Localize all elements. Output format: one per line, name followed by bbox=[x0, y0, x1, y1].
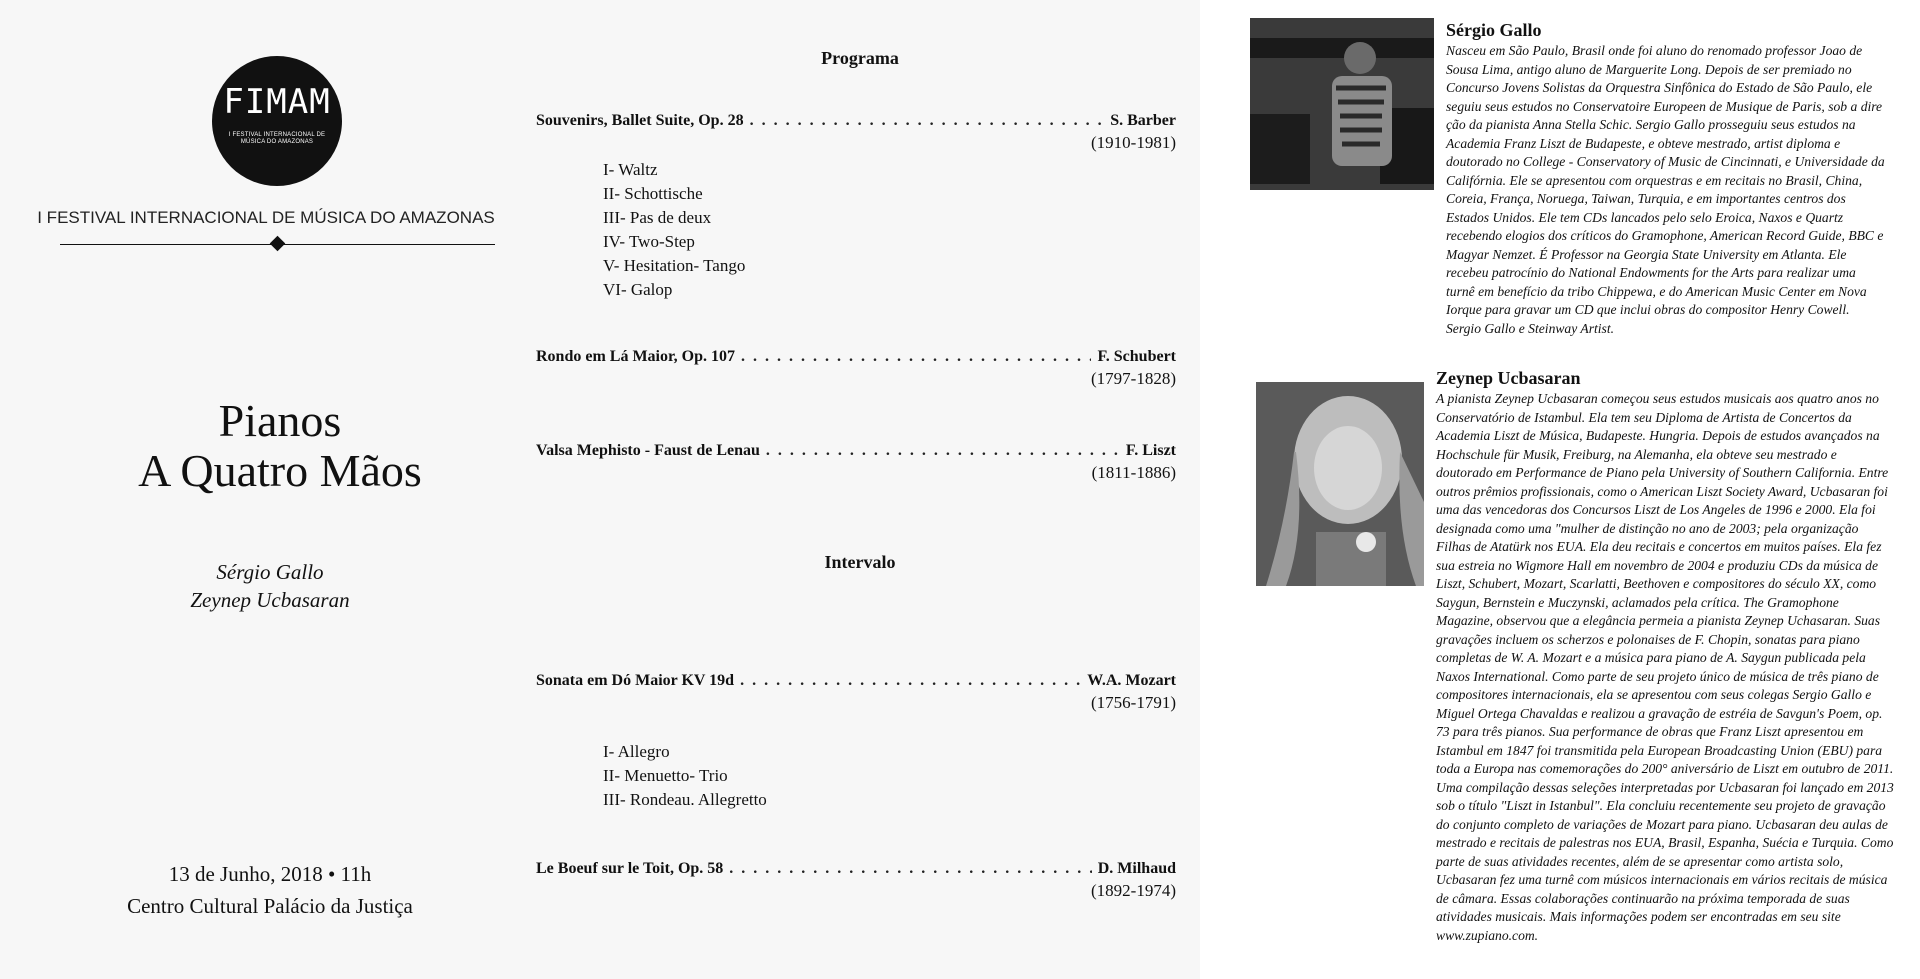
composer-years: (1892-1974) bbox=[1091, 881, 1176, 900]
title-line-2: A Quatro Mãos bbox=[138, 445, 422, 496]
movement: II- Menuetto- Trio bbox=[603, 766, 728, 785]
event-info bbox=[40, 858, 500, 922]
title-line-1: Pianos bbox=[218, 395, 342, 446]
leader-dots bbox=[741, 348, 1091, 366]
photo-zeynep-ucbasaran bbox=[1256, 382, 1424, 586]
bio-text bbox=[1436, 390, 1896, 945]
performer-photo bbox=[1256, 382, 1424, 586]
movement-list bbox=[603, 158, 745, 302]
performer-2: Zeynep Ucbasaran bbox=[190, 588, 350, 612]
leader-dots bbox=[750, 112, 1105, 130]
composer-years: (1910-1981) bbox=[1091, 133, 1176, 152]
work-composer: D. Milhaud bbox=[1097, 860, 1176, 877]
intermission-heading: Intervalo bbox=[824, 552, 896, 572]
movement: I- Allegro bbox=[603, 742, 670, 761]
leader-dots bbox=[740, 672, 1081, 690]
work-title: Rondo em Lá Maior, Op. 107 bbox=[536, 348, 735, 365]
logo-text: FIMAM bbox=[223, 82, 331, 122]
composer-years: (1797-1828) bbox=[1091, 369, 1176, 388]
photo-sergio-gallo bbox=[1250, 18, 1434, 190]
movement: IV- Two-Step bbox=[603, 232, 695, 251]
work-composer: F. Schubert bbox=[1097, 348, 1176, 365]
movement: II- Schottische bbox=[603, 184, 703, 203]
movement: III- Pas de deux bbox=[603, 208, 712, 227]
bio-name: Sérgio Gallo bbox=[1446, 20, 1542, 40]
work-title: Le Boeuf sur le Toit, Op. 58 bbox=[536, 860, 724, 877]
event-date: 13 de Junho, 2018 • 11h bbox=[168, 862, 372, 886]
work-composer: F. Liszt bbox=[1125, 442, 1176, 459]
bio-paragraph: A pianista Zeynep Ucbasaran começou seus estudos musicais aos quatro anos no Conservatório de Istambul. Ela tem seu Diploma de Artista de Concertos da Academia Liszt de Música, Budapeste. Hungria. Depois de estudos avançados na Hochschule für Musik, Freiburg, na Alemanha, ela obteve seu mestrado e doutorado em Performance de Piano pela University of Southern California. Entre outros prêmios profissionais, como o American Liszt Society Award, Ucbasaran foi uma das vencedoras dos Concursos Liszt de Los Angeles de 1996 e 2000. Ela foi designada como uma "mulher de distinção no ano de 2003; pela organização Filhas de Atatürk nos EUA. Ela deu recitais e concertos em muitos países. Ela fez sua estreia no Wigmore Hall em novembro de 2004 e produziu CDs da música de Liszt, Schubert, Mozart, Scarlatti, Beethoven e compositores do século XX, como Saygun, Bernstein e Muczynski, aclamados pela crítica. The Gramophone Magazine, observou que a elegância permeia a pianista Zeynep Uchasaran. bbox=[1436, 391, 1889, 628]
diamond-ornament-icon bbox=[270, 236, 286, 252]
program-work bbox=[536, 860, 1176, 901]
performers bbox=[40, 558, 500, 614]
festival-logo bbox=[212, 56, 342, 186]
bio-text bbox=[1446, 42, 1886, 338]
movement: VI- Galop bbox=[603, 280, 673, 299]
composer-years: (1811-1886) bbox=[1091, 463, 1176, 482]
work-composer: S. Barber bbox=[1110, 112, 1176, 129]
composer-years: (1756-1791) bbox=[1091, 693, 1176, 712]
leader-dots bbox=[766, 442, 1120, 460]
work-composer: W.A. Mozart bbox=[1087, 672, 1176, 689]
work-title: Souvenirs, Ballet Suite, Op. 28 bbox=[536, 112, 744, 129]
movement: III- Rondeau. Allegretto bbox=[603, 790, 767, 809]
work-title: Valsa Mephisto - Faust de Lenau bbox=[536, 442, 760, 459]
movement: I- Waltz bbox=[603, 160, 658, 179]
logo-subtext: I FESTIVAL INTERNACIONAL DE MÚSICA DO AMAZONAS bbox=[228, 132, 326, 145]
leader-dots bbox=[729, 860, 1091, 878]
movement-list bbox=[603, 740, 767, 812]
program-work bbox=[536, 672, 1176, 713]
movement: V- Hesitation- Tango bbox=[603, 256, 746, 275]
bio-name: Zeynep Ucbasaran bbox=[1436, 368, 1581, 388]
bio-paragraph: Suas gravações incluem os scherzos e polonaises de F. Chopin, sonatas para piano completas de W. A. Mozart e a música para piano de A. Saygun publicada pela Naxos International. Como parte de seu projeto único de música de três piano de compositores internacionais, ela se apresentou com seus colegas Sergio Gallo e Miguel Ortega Chavaldas e realizou a gravação de estréia de Savgun's Poem, op. 73 para três pianos. Sua performance de obras que Franz Liszt apresentou em Istambul em 1847 foi transmitida pela European Broadcasting Union (EBU) para toda a Europa nas comemorações do 200° aniversário de Liszt em outubro de 2011. Uma compilação dessas seleções interpretadas por Ucbasaran foi lançado em 2013 sob o título "Liszt in Istanbul". Ela concluiu recentemente seu projeto de gravação do conjunto completo de variações de Mozart para piano. Ucbasaran deu aulas de mestrado e recitais de palestras nos EUA, Brasil, Espanha, Suécia e Turquia. Como parte de suas atividades recentes, além de se apresentar como artista solo, Ucbasaran fez uma turnê com músicos internacionais em vários recitais de música de câmara. Essas colaborações continuarão na próxima temporada de suas atividades musicais. Mais informações podem ser encontradas em seu site www.zupiano.com. bbox=[1436, 613, 1894, 943]
bio-paragraph: Nasceu em São Paulo, Brasil onde foi aluno do renomado professor Joao de Sousa Lima, antigo aluno de Marguerite Long. Depois de ser premiado no Concurso Jovens Solistas da Orquestra Sinfônica do Estado de São Paulo, ele seguiu seus estudos no Conservatoire Europeen de Musique de Paris, sob a dire ção da pianista Anna Stella Schic. Sergio Gallo prosseguiu seus estudos na Academia Franz Liszt de Budapeste, e obteve mestrado, artist diploma e doutorado no College - Conservatory of Music de Cincinnati, e Universidade da Califórnia. Ele se apresentou com orquestras e em recitais no Brasil, China, Coreia, França, Noruega, Taiwan, Turquia, e em importantes centros dos Estados Unidos. Ele tem CDs lancados pelo selo Eroica, Naxos e Quartz recebendo elogios dos críticos do Gramophone, American Record Guide, BBC e Magyar Nemzet. É Professor na Georgia State University em Atlanta. Ele recebeu patrocínio do National Endowments for the Arts para realizar uma turnê em benefício da tribo Chippewa, e do American Music Center em Nova Iorque para gravar um CD que inclui obras do compositor Henry Cowell. Sergio Gallo e Steinway Artist. bbox=[1446, 43, 1885, 336]
program-work bbox=[536, 442, 1176, 483]
concert-title bbox=[40, 396, 520, 496]
performer-photo bbox=[1250, 18, 1434, 190]
performer-1: Sérgio Gallo bbox=[216, 560, 324, 584]
program-work bbox=[536, 348, 1176, 389]
event-venue: Centro Cultural Palácio da Justiça bbox=[127, 894, 413, 918]
festival-name: I FESTIVAL INTERNACIONAL DE MÚSICA DO AMAZONAS bbox=[37, 208, 495, 227]
cover-panel bbox=[0, 0, 520, 979]
program-work bbox=[536, 112, 1176, 153]
work-title: Sonata em Dó Maior KV 19d bbox=[536, 672, 735, 689]
program-heading: Programa bbox=[821, 48, 899, 68]
